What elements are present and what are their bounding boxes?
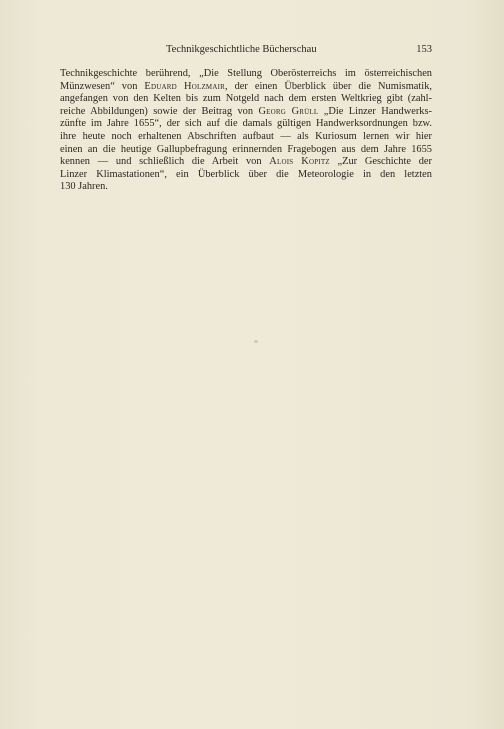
text-line: einen an die heutige Gallupbefragung erinnernden Fragebogen aus dem Jahre 1655 bbox=[60, 143, 432, 155]
paper-speck bbox=[254, 340, 258, 343]
author-name: Georg Grüll bbox=[258, 105, 319, 117]
text-segment: , der einen Überblick über die Numismatik, bbox=[225, 80, 432, 92]
text-segment: „Zur Geschichte der bbox=[329, 156, 432, 168]
text-line: Linzer Klimastationen“, ein Überblick über die Meteorologie in den letzten bbox=[60, 168, 432, 180]
text-segment: Münzwesen“ von bbox=[60, 80, 145, 92]
text-line bbox=[60, 156, 432, 169]
review-paragraph bbox=[60, 68, 432, 194]
text-segment: reiche Abbildungen) sowie der Beitrag von bbox=[60, 105, 259, 117]
text-line bbox=[60, 106, 432, 119]
text-line: Technikgeschichte berührend, „Die Stellung Oberösterreichs im österreichischen bbox=[60, 68, 432, 79]
page-header bbox=[60, 44, 432, 58]
page-number: 153 bbox=[416, 44, 432, 55]
author-name: Alois Kopitz bbox=[269, 156, 330, 168]
text-line: 130 Jahren. bbox=[60, 181, 108, 193]
text-segment: „Die Linzer Handwerks- bbox=[318, 105, 432, 117]
running-head: Technikgeschichtliche Bücherschau bbox=[166, 44, 317, 55]
text-line: angefangen von den Kelten bis zum Notgeld nach dem ersten Weltkrieg gibt (zahl- bbox=[60, 93, 432, 105]
text-line: zünfte im Jahre 1655“, der sich auf die damals gültigen Handwerksordnungen bzw. bbox=[60, 118, 432, 130]
text-line bbox=[60, 81, 432, 94]
text-segment: kennen — und schließlich die Arbeit von bbox=[60, 156, 270, 168]
author-name: Eduard Holzmair bbox=[144, 80, 226, 92]
text-line: ihre heute noch erhaltenen Abschriften aufbaut — als Kuriosum lernen wir hier bbox=[60, 130, 432, 142]
